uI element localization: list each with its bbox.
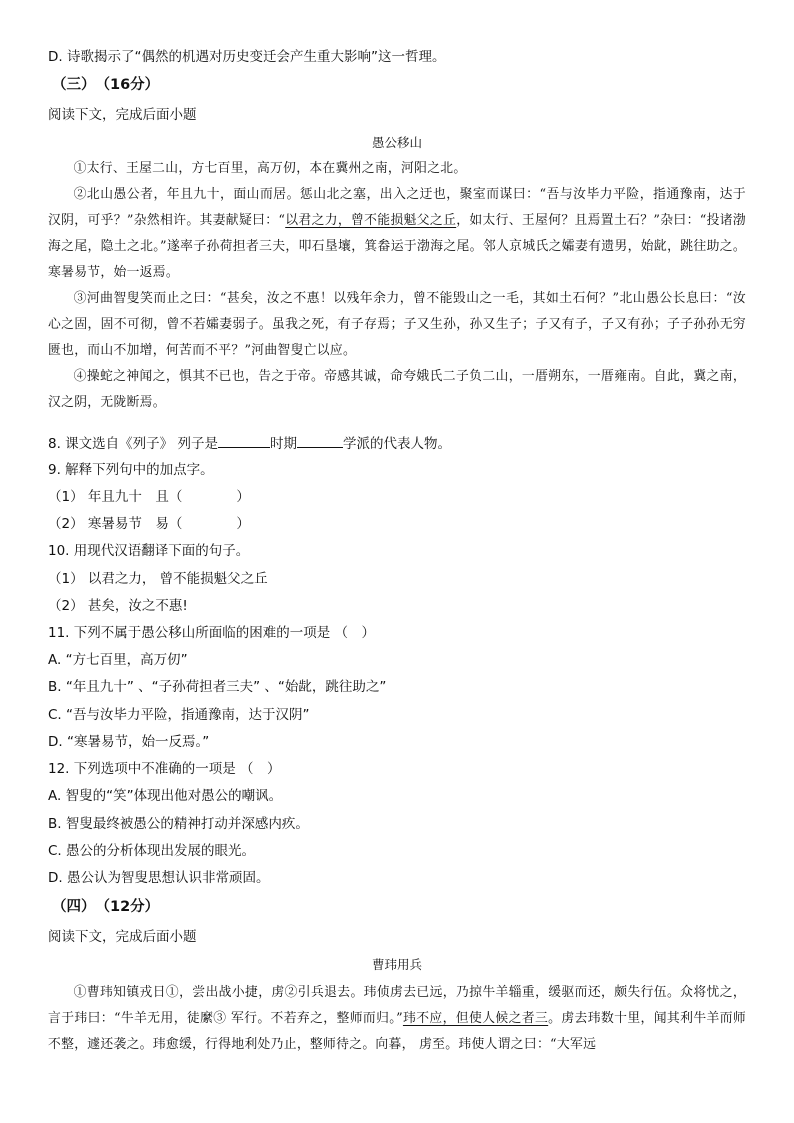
- answer-blank[interactable]: [297, 434, 343, 448]
- section-3-instruction: 阅读下文，完成后面小题: [48, 107, 197, 123]
- passage-paragraph-1: ①太行、王屋二山，方七百里，高万仞，本在冀州之南，河阳之北。: [73, 161, 467, 176]
- question-12-option-a: A. 智叟的“笑”体现出他对愚公的嘲讽。: [48, 788, 283, 804]
- question-8: 8. 课文选自《列子》 列子是 时期 学派的代表人物。: [48, 436, 451, 452]
- question-12-option-c: C. 愚公的分析体现出发展的眼光。: [48, 843, 256, 859]
- answer-blank[interactable]: [218, 434, 270, 448]
- question-11-option-a: A. “方七百里，高万仞”: [48, 652, 188, 668]
- passage-title-caowei: 曹玮用兵: [371, 957, 422, 972]
- question-10-item-1: （1） 以君之力， 曾不能损魁父之丘: [48, 571, 268, 587]
- question-10: 10. 用现代汉语翻译下面的句子。: [48, 543, 250, 559]
- passage-paragraph-2: ②北山愚公者，年且九十，面山而居。惩山北之塞，出入之迂也，聚室而谋曰：“吾与汝毕力平险，指通豫南，达于汉阴，可乎？”杂然相许。其妻献疑曰：“以君之力，曾不能损魁父之丘，如太行、王屋何？且焉置土石？”杂曰：“投诸渤海之尾，隐土之北。”遂率子孙荷担者三夫，叩石垦壤，箕畚运于渤海之尾。邻人京城氏之孀妻有遗男，始龀，跳往助之。寒暑易节，始一返焉。: [48, 187, 746, 280]
- section-4-heading: （四） （12分）: [52, 899, 160, 915]
- question-9-item-2: （2） 寒暑易节 易（ ）: [48, 516, 250, 532]
- question-12: 12. 下列选项中不准确的一项是 （ ）: [48, 761, 281, 777]
- question-11-option-b: B. “年且九十” 、“子孙荷担者三夫” 、“始龀，跳往助之”: [48, 679, 387, 695]
- question-11-option-d: D. “寒暑易节，始一反焉。”: [48, 734, 210, 750]
- question-12-option-b: B. 智叟最终被愚公的精神打动并深感内疚。: [48, 816, 309, 832]
- question-11-option-c: C. “吾与汝毕力平险，指通豫南，达于汉阴”: [48, 707, 310, 723]
- passage-paragraph-3: ③河曲智叟笑而止之曰：“甚矣，汝之不惠！以残年余力，曾不能毁山之一毛，其如土石何？”北山愚公长息曰：“汝心之固，固不可彻，曾不若孀妻弱子。虽我之死，有子存焉；子又生孙，孙又生子；子又有子，子又有孙；子子孙孙无穷匮也，而山不加增，何苦而不平？”河曲智叟亡以应。: [48, 291, 746, 358]
- option-d-previous: D. 诗歌揭示了“偶然的机遇对历史变迁会产生重大影响”这一哲理。: [48, 49, 446, 65]
- section-4-instruction: 阅读下文，完成后面小题: [48, 929, 197, 945]
- passage-paragraph-4: ④操蛇之神闻之，惧其不已也，告之于帝。帝感其诚，命夸娥氏二子负二山，一厝朔东，一厝雍南。自此，冀之南，汉之阴，无陇断焉。: [48, 369, 746, 410]
- question-12-option-d: D. 愚公认为智叟思想认识非常顽固。: [48, 870, 270, 886]
- section-3-heading: （三） （16分）: [52, 77, 160, 93]
- passage-title-yugong: 愚公移山: [371, 135, 422, 150]
- question-9-item-1: （1） 年且九十 且（ ）: [48, 489, 250, 505]
- question-9: 9. 解释下列句中的加点字。: [48, 462, 214, 478]
- question-11: 11. 下列不属于愚公移山所面临的困难的一项是 （ ）: [48, 625, 376, 641]
- passage-caowei-paragraph-1: ①曹玮知镇戎日①，尝出战小捷，虏②引兵退去。玮侦虏去已远，乃掠牛羊辎重，缓驱而还，颇失行伍。众将忧之，言于玮曰：“牛羊无用，徒縻③ 军行。不若弃之，整师而归。”玮不应，但使人候之者三。虏去玮数十里，闻其利牛羊而师不整，遽还袭之。玮愈缓，行得地利处乃止，整师待之。向暮， 虏至。玮使人谓之曰：“大军远: [48, 985, 746, 1052]
- question-10-item-2: （2） 甚矣，汝之不惠!: [48, 598, 188, 614]
- underlined-sentence: 以君之力，曾不能损魁父之丘: [285, 213, 457, 228]
- underlined-sentence: 玮不应，但使人候之者三: [402, 1011, 549, 1026]
